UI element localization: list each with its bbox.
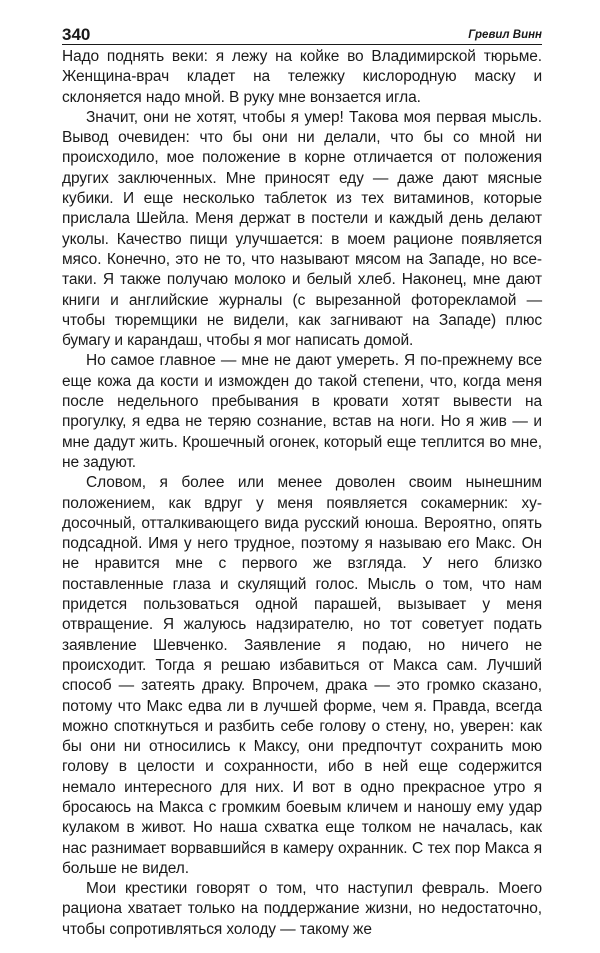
paragraph: Но самое главное — мне не дают умереть. Я по-прежнему все еще кожа да кости и изможден до такой степени, что, когда меня после недельного пребывания в кровати хотят вывести на прогулку, я едва не теряю сознание, встав на ноги. Но я жив — и мне дадут жить. Крошечный огонек, который еще теплится во мне, не задуют.	[62, 352, 542, 471]
paragraph: Мои крестики говорят о том, что наступил февраль. Моего рациона хватает только на поддержание жизни, но недостаточно, чтобы сопротивляться холоду — такому же	[62, 880, 542, 938]
page-number: 340	[62, 25, 91, 44]
book-page	[62, 22, 542, 940]
running-head: Гревил Винн	[468, 29, 542, 41]
paragraph: Надо поднять веки: я лежу на койке во Владимирской тюрьме. Женщина-врач кладет на тележку кислородную маску и склоняется надо мной. В руку мне вонзается игла.	[62, 48, 542, 106]
paragraph: Значит, они не хотят, чтобы я умер! Такова моя первая мысль. Вывод очевиден: что бы они ни делали, что бы со мной ни происходило, мое положение в корне отличается от положения других заключенных. Мне приносят еду — даже дают мясные кубики. И еще несколько таблеток из тех витаминов, которые прислала Шейла. Меня держат в постели и каждый день делают уколы. Качество пищи улучшается: в моем рационе появляется мясо. Конечно, это не то, что называют мясом на Западе, но все-таки. Я также получаю молоко и белый хлеб. Наконец, мне дают книги и английские журналы (с вырезанной фоторекламой — чтобы тюремщики не видели, как загнивают на Западе) плюс бумагу и карандаш, чтобы я мог написать домой.	[62, 108, 542, 350]
page-header	[62, 22, 542, 45]
body-text	[62, 47, 542, 940]
paragraph: Словом, я более или менее доволен своим нынешним положением, как вдруг у меня появляется сокамерник: худосочный, отталкивающего вида русский юноша. Вероятно, опять подсадной. Имя у него трудное, поэтому я называю его Макс. Он не нравится мне с первого же взгляда. У него близко поставленные глаза и скулящий голос. Мысль о том, что нам придется пользоваться одной парашей, вызывает у меня отвращение. Я жалуюсь надзирателю, но тот советует подать заявление Шевченко. Заявление я подаю, но ничего не происходит. Тогда я решаю избавиться от Макса сам. Лучший способ — затеять драку. Впрочем, драка — это громко сказано, потому что Макс едва ли в лучшей форме, чем я. Правда, всегда можно споткнуться и разбить себе голову о стену, но, уверен: как бы они ни относились к Максу, они предпочтут сохранить мою голову в целости и сохранности, ибо в ней еще содержится немало интересного для них. И вот в одно прекрасное утро я бросаюсь на Макса с громким боевым кличем и наношу ему удар кулаком в живот. Но наша схватка еще толком не началась, как нас разнимает ворвавшийся в камеру охранник. С тех пор Макса я больше не видел.	[62, 474, 542, 877]
